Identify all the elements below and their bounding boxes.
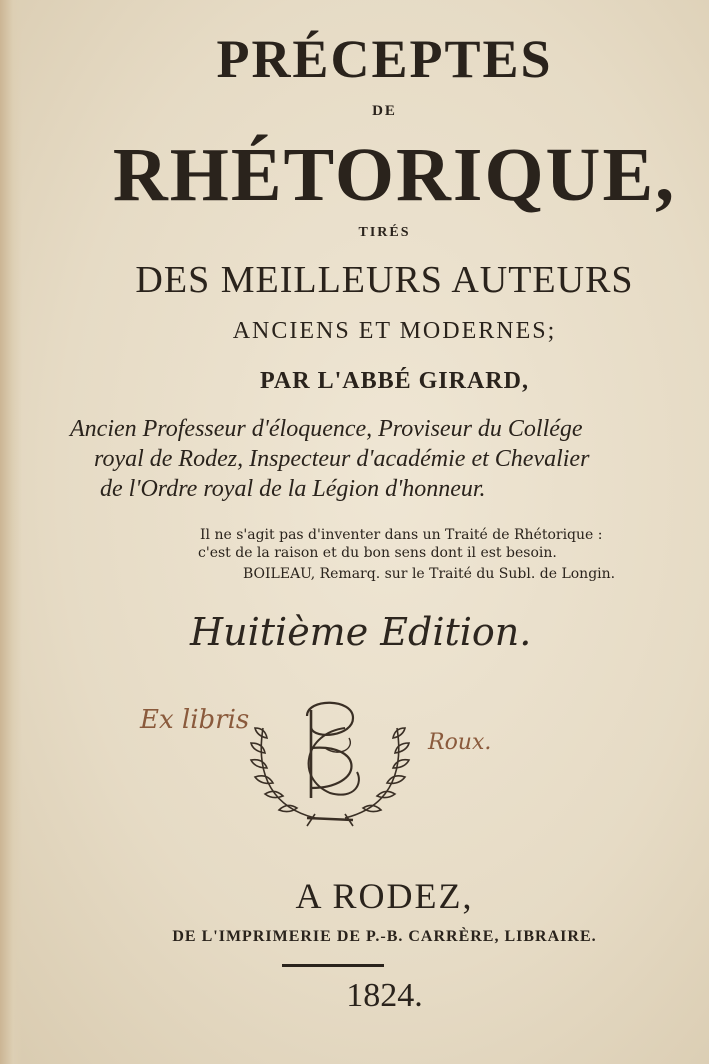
edition-note: Huitième Edition. [190,610,532,654]
epigraph-line: c'est de la raison et du bon sens dont il est besoin. [198,545,557,561]
epigraph-line: Il ne s'agit pas d'inventer dans un Traité de Rhétorique : [200,527,603,543]
title-line-preceptes: PRÉCEPTES [216,29,553,89]
author-description-line: de l'Ordre royal de la Légion d'honneur. [100,476,486,502]
title-line-rhetorique: RHÉTORIQUE, [112,133,677,217]
owner-name-handwriting: Roux. [428,730,492,755]
imprint-printer: DE L'IMPRIMERIE DE P.-B. CARRÈRE, LIBRAIRE. [172,928,597,945]
page-spine-edge [0,0,22,1064]
imprint-city: A RODEZ, [295,876,474,916]
author-description-line: royal de Rodez, Inspecteur d'académie et Chevalier [94,446,590,472]
title-line-tires: TIRÉS [358,225,411,240]
epigraph-attribution: BOILEAU, Remarq. sur le Traité du Subl. de Longin. [243,566,616,582]
ex-libris-handwriting: Ex libris [140,705,250,735]
imprint-divider [282,964,384,967]
laurel-monogram-icon [245,688,415,838]
title-line-de: DE [372,103,397,119]
author-name: PAR L'ABBÉ GIRARD, [260,368,529,394]
imprint-year: 1824. [346,977,423,1014]
title-line-anciens-modernes: ANCIENS ET MODERNES; [232,318,557,344]
author-description-line: Ancien Professeur d'éloquence, Proviseur du Collége [70,416,583,442]
title-line-meilleurs-auteurs: DES MEILLEURS AUTEURS [135,259,634,301]
